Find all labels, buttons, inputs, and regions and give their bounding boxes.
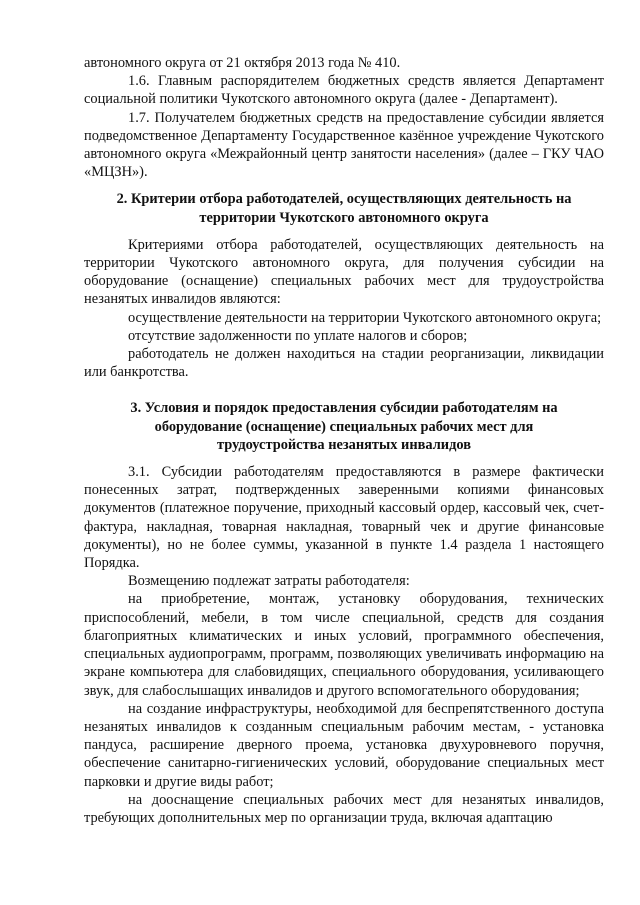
section-3-heading-line: трудоустройства незанятых инвалидов [217,436,471,453]
criteria-item: работодатель не должен находиться на стадии реорганизации, ликвидации или банкротства. [84,346,604,381]
section-2-heading-line: 2. Критерии отбора работодателей, осуществляющих деятельность на [116,191,572,208]
section-2-intro: Критериями отбора работодателей, осуществляющих деятельность на территории Чукотского автономного округа, для получения субсидии на оборудование (оснащение) специальных рабочих мест для трудоустройства незанятых инвалидов являются: [84,236,604,308]
paragraph-continuation: автономного округа от 21 октября 2013 года № 410. [84,55,401,71]
criteria-item: отсутствие задолженности по уплате налогов и сборов; [128,327,468,344]
criteria-item: осуществление деятельности на территории Чукотского автономного округа; [128,309,602,326]
paragraph-1-7: 1.7. Получателем бюджетных средств на предоставление субсидии является подведомственное Департаменту Государственное казённое учреждение Чукотского автономного округа «Межрайонный центр занятости населения» (далее – ГКУ ЧАО «МЦЗН»). [84,109,604,181]
section-2-heading-line: территории Чукотского автономного округа [199,209,489,226]
paragraph-1-6: 1.6. Главным распорядителем бюджетных средств является Департамент социальной политики Чукотского автономного округа (далее - Департамент). [84,73,604,108]
costs-intro: Возмещению подлежат затраты работодателя: [128,573,410,590]
cost-item: на дооснащение специальных рабочих мест для незанятых инвалидов, требующих дополнительных мер по организации труда, включая адаптацию [84,791,604,826]
paragraph-3-1: 3.1. Субсидии работодателям предоставляются в размере фактически понесенных затрат, подтвержденных заверенными копиями финансовых документов (платежное поручение, приходный кассовый ордер, кассовый чек, счет-фактура, накладная, товарная накладная, товарный чек и другие финансовые документы), но не более суммы, указанной в пункте 1.4 раздела 1 настоящего Порядка. [84,464,604,572]
cost-item: на создание инфраструктуры, необходимой для беспрепятственного доступа незанятых инвалидов к созданным специальным рабочим местам, - установка пандуса, расширение дверного проема, установка двухуровневого поручня, обеспечение санитарно-гигиенических условий, оборудование специальных мест парковки и другие виды работ; [84,700,604,790]
document-page [84,54,604,827]
section-3-heading-line: оборудование (оснащение) специальных рабочих мест для [154,418,534,435]
section-3-heading [84,399,604,454]
section-2-heading [84,190,604,226]
section-3-heading-line: 3. Условия и порядок предоставления субсидии работодателям на [130,400,558,417]
cost-item: на приобретение, монтаж, установку оборудования, технических приспособлений, мебели, в том числе специальной, средств для создания благоприятных климатических и иных условий, программного обеспечения, специальных аудиопрограмм, программ, позволяющих увеличивать информацию на экране компьютера для слабовидящих, специального оборудования, усиливающего звук, для слабослышащих инвалидов и другого вспомогательного оборудования; [84,591,604,699]
